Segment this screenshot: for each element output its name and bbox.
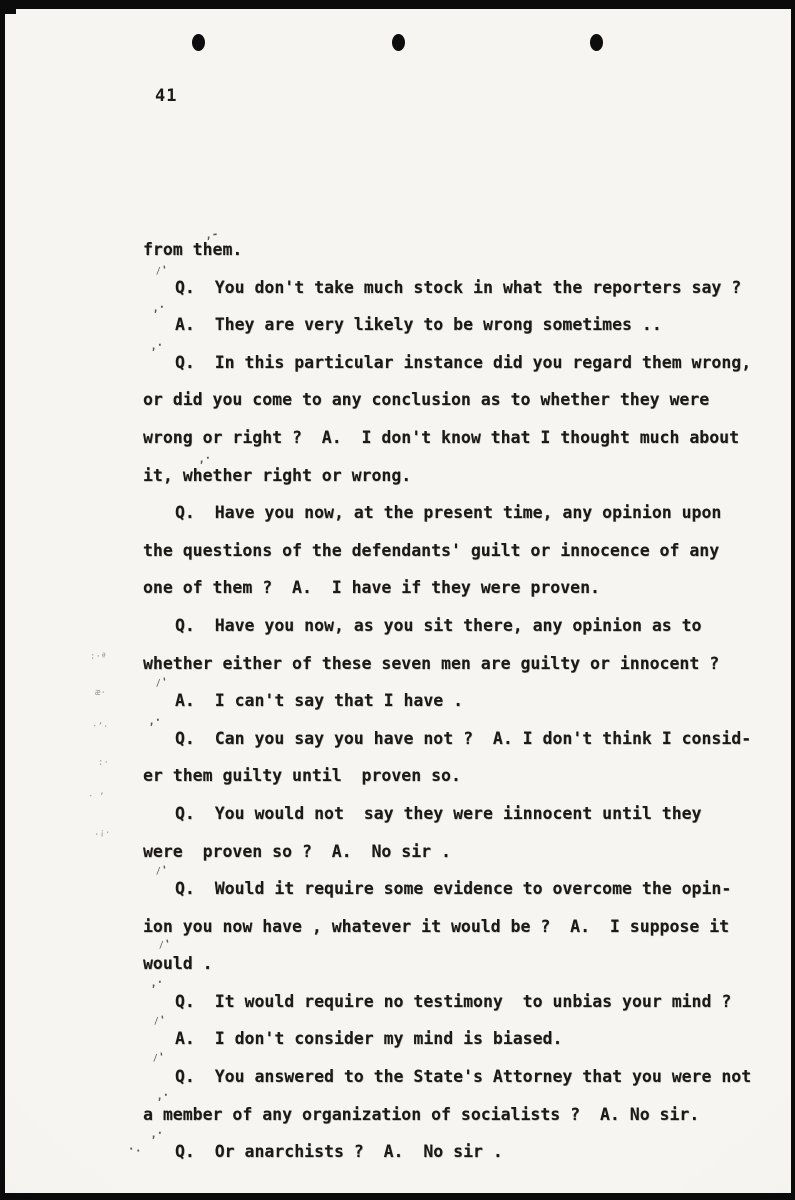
- page-number: 41: [155, 86, 178, 106]
- transcript-line: wrong or right ? A. I don't know that I thought much about: [143, 427, 740, 447]
- ink-mark: ,·: [155, 1088, 171, 1103]
- scan-border-top: [0, 0, 795, 9]
- margin-smudge: æ·: [94, 687, 107, 699]
- transcript-line: Q. It would require no testimony to unbias your mind ?: [175, 991, 732, 1011]
- transcript-line: from them.: [143, 240, 243, 259]
- ink-mark: ,·: [149, 975, 165, 990]
- margin-smudge: · ʼ: [87, 791, 105, 803]
- ink-mark: ,·: [197, 451, 213, 466]
- transcript-line: A. They are very likely to be wrong sometimes ..: [175, 315, 662, 335]
- ink-mark: ⁄': [154, 863, 170, 878]
- ink-mark: ⁄': [154, 675, 170, 690]
- punch-hole-dot: [192, 34, 205, 51]
- ink-mark: ⁄': [151, 1050, 167, 1065]
- ink-mark: ,·: [149, 338, 165, 353]
- transcript-line: Q. You answered to the State's Attorney that you were not: [175, 1067, 752, 1087]
- transcript-line: er them guilty until proven so.: [143, 766, 461, 786]
- ink-mark: ⁄': [152, 1013, 168, 1028]
- ink-mark: ⁄': [154, 263, 170, 278]
- transcript-line: Q. Have you now, as you sit there, any opinion as to: [175, 615, 702, 635]
- transcript-line: were proven so ? A. No sir .: [143, 841, 451, 861]
- transcript-line: Q. Have you now, at the present time, any opinion upon: [175, 503, 722, 523]
- margin-smudge: :·ª: [89, 651, 107, 663]
- ink-mark: ,-: [204, 227, 220, 242]
- transcript-line: the questions of the defendants' guilt or innocence of any: [143, 540, 720, 560]
- ink-mark: ⁄': [157, 937, 173, 952]
- ink-mark: ,·: [147, 713, 163, 728]
- ink-mark: ,·: [149, 1126, 165, 1141]
- scan-corner-artifact: [0, 0, 16, 14]
- punch-hole-dot: [590, 34, 603, 51]
- transcript-line: Q. You don't take much stock in what the reporters say ?: [175, 277, 742, 297]
- margin-smudge: ·ʼ·: [91, 721, 109, 733]
- transcript-line: A. I can't say that I have .: [175, 691, 464, 711]
- margin-smudge: :·: [97, 757, 110, 769]
- transcript-line: or did you come to any conclusion as to whether they were: [143, 390, 710, 410]
- ink-mark: ·.: [127, 1141, 143, 1156]
- margin-smudge: .¡·: [93, 827, 111, 839]
- scan-border-left: [0, 0, 5, 1200]
- transcript-line: Q. Can you say you have not ? A. I don't think I consid-: [175, 728, 752, 748]
- transcript-line: a member of any organization of socialists ? A. No sir.: [143, 1104, 700, 1124]
- scan-border-right: [791, 0, 795, 1200]
- transcript-line: whether either of these seven men are guilty or innocent ?: [143, 653, 720, 673]
- transcript-line: A. I don't consider my mind is biased.: [175, 1029, 563, 1049]
- transcript-line: Q. In this particular instance did you regard them wrong,: [175, 352, 752, 372]
- transcript-line: it, whether right or wrong.: [143, 465, 412, 485]
- punch-hole-dot: [392, 34, 405, 51]
- transcript-text: [143, 231, 768, 1171]
- scan-border-bottom: [0, 1193, 795, 1200]
- ink-mark: ,·: [151, 300, 167, 315]
- transcript-line: Q. Or anarchists ? A. No sir .: [175, 1142, 503, 1162]
- transcript-line: Q. You would not say they were iinnocent until they: [175, 803, 702, 823]
- transcript-line: Q. Would it require some evidence to overcome the opin-: [175, 879, 732, 899]
- transcript-line: ion you now have , whatever it would be ? A. I suppose it: [143, 916, 730, 936]
- transcript-line: would .: [143, 954, 213, 974]
- transcript-line: one of them ? A. I have if they were proven.: [143, 578, 600, 598]
